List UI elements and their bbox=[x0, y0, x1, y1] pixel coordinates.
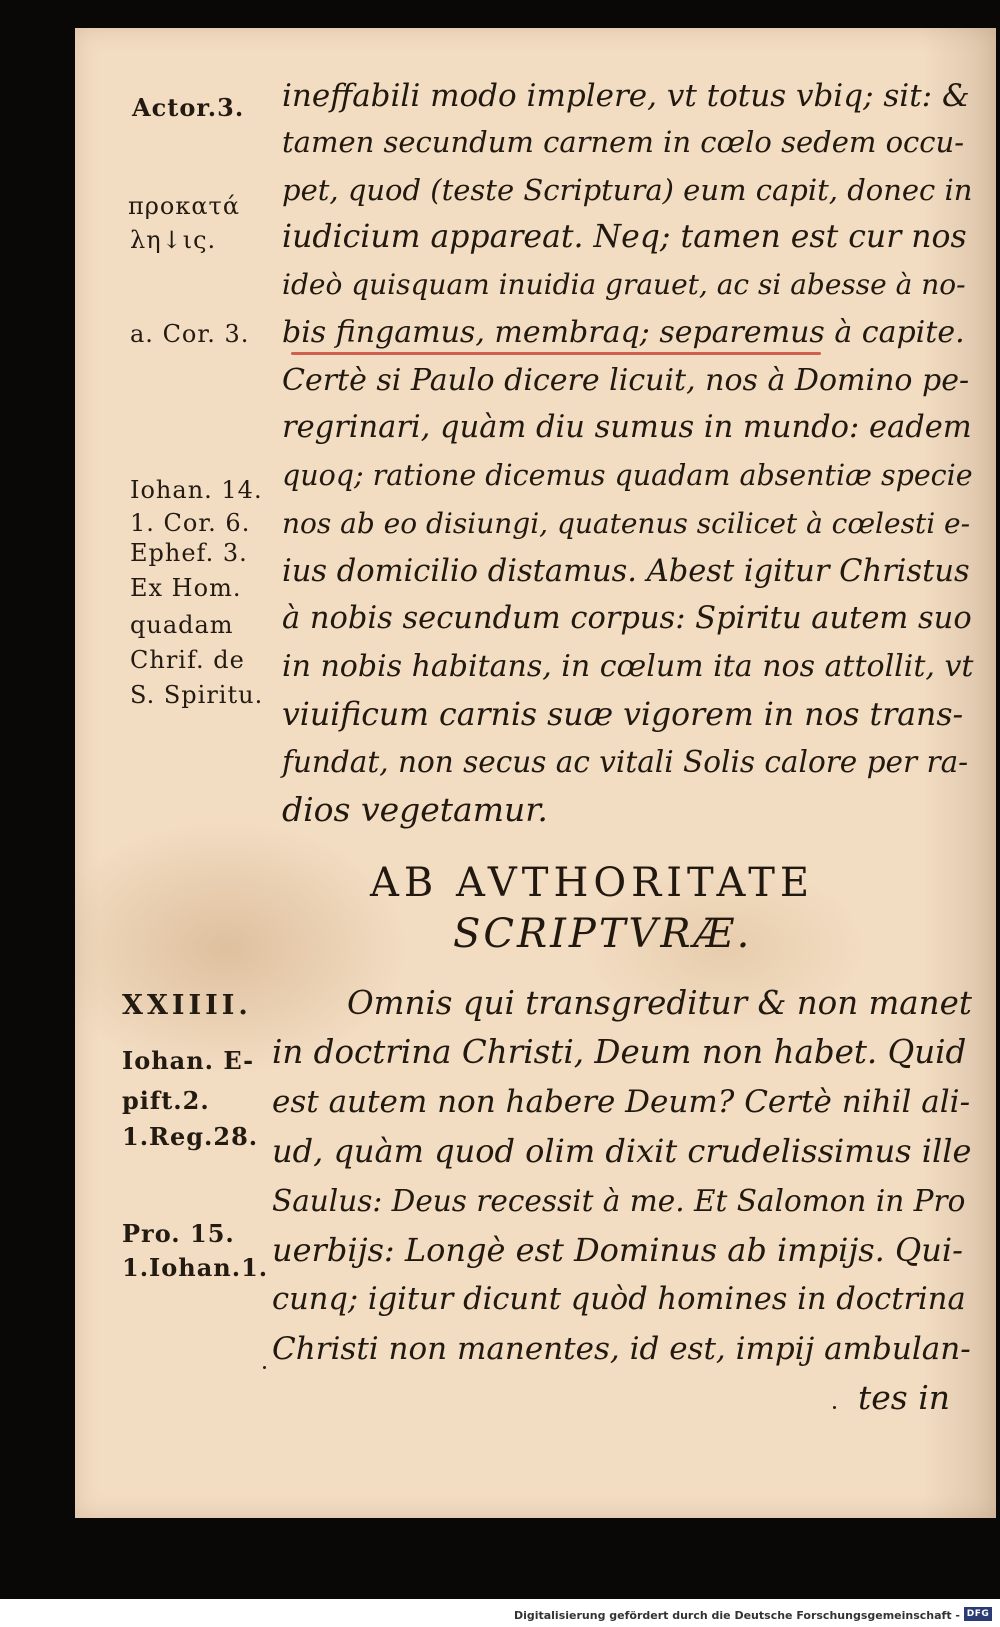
text-line: in doctrina Christi, Deum non habet. Quid bbox=[272, 1033, 967, 1071]
margin-note: Chrif. de bbox=[130, 646, 245, 674]
margin-note: λη↓ις. bbox=[130, 226, 217, 254]
text-line: ius domicilio distamus. Abest igitur Christus bbox=[282, 554, 970, 589]
margin-note: Iohan. 14. bbox=[130, 476, 263, 504]
margin-note: 1. Cor. 6. bbox=[130, 509, 251, 537]
text-line: regrinari, quàm diu sumus in mundo: eadem bbox=[282, 410, 972, 445]
margin-note: 1.Reg.28. bbox=[122, 1122, 259, 1151]
red-underline bbox=[291, 352, 821, 355]
text-line: cunq; igitur dicunt quòd homines in doctrina bbox=[272, 1282, 966, 1317]
margin-note: 1.Iohan.1. bbox=[122, 1253, 269, 1282]
text-line: Certè si Paulo dicere licuit, nos à Domino pe- bbox=[282, 363, 970, 398]
text-line: pet, quod (teste Scriptura) eum capit, donec in bbox=[282, 173, 973, 207]
text-line: uerbijs: Longè est Dominus ab impijs. Qui- bbox=[272, 1231, 963, 1269]
ink-speck bbox=[833, 1406, 836, 1409]
text-line: ideò quisquam inuidia grauet, ac si abesse à no- bbox=[282, 268, 966, 301]
text-line: Saulus: Deus recessit à me. Et Salomon in Pro bbox=[272, 1184, 966, 1218]
text-line: dios vegetamur. bbox=[282, 790, 548, 829]
ink-speck bbox=[263, 1366, 266, 1369]
text-line: iudicium appareat. Neq; tamen est cur nos bbox=[282, 219, 967, 255]
text-line: est autem non habere Deum? Certè nihil ali- bbox=[272, 1084, 971, 1120]
text-line: ud, quàm quod olim dixit crudelissimus ille bbox=[272, 1132, 972, 1170]
text-line: tamen secundum carnem in cœlo sedem occu- bbox=[282, 125, 964, 159]
text-line: à nobis secundum corpus: Spiritu autem suo bbox=[282, 601, 972, 636]
catchword: tes in bbox=[858, 1378, 951, 1417]
margin-note: a. Cor. 3. bbox=[130, 320, 250, 348]
margin-note: pift.2. bbox=[122, 1086, 210, 1115]
margin-note: Iohan. E- bbox=[122, 1046, 255, 1075]
margin-note: S. Spiritu. bbox=[130, 681, 264, 709]
section-subheading: SCRIPTVRÆ. bbox=[453, 911, 753, 957]
margin-note: quadam bbox=[130, 611, 234, 639]
section-heading: AB AVTHORITATE bbox=[370, 860, 815, 906]
book-page bbox=[75, 28, 996, 1518]
dfg-logo-icon: DFG bbox=[964, 1607, 992, 1621]
text-line: quoq; ratione dicemus quadam absentiæ specie bbox=[282, 459, 973, 492]
text-line: fundat, non secus ac vitali Solis calore per ra- bbox=[282, 745, 969, 779]
text-line: Omnis qui transgreditur & non manet bbox=[347, 984, 972, 1022]
margin-note: Pro. 15. bbox=[122, 1219, 235, 1248]
margin-note: Ephef. 3. bbox=[130, 539, 248, 567]
margin-note: Actor.3. bbox=[132, 93, 245, 122]
text-line: in nobis habitans, in cœlum ita nos attollit, vt bbox=[282, 649, 974, 684]
margin-note: Ex Hom. bbox=[130, 574, 242, 602]
text-line: viuificum carnis suæ vigorem in nos trans- bbox=[282, 697, 964, 733]
margin-note: XXIIII. bbox=[122, 990, 252, 1021]
margin-note: προκατά bbox=[128, 192, 241, 220]
text-line: bis fingamus, membraq; separemus à capite. bbox=[282, 315, 965, 350]
text-line: ineffabili modo implere, vt totus vbiq; sit: & bbox=[282, 78, 970, 114]
text-line: Christi non manentes, id est, impij ambulan- bbox=[272, 1331, 971, 1367]
text-line: nos ab eo disiungi, quatenus scilicet à cœlesti e- bbox=[282, 507, 971, 540]
footer-bar bbox=[0, 1599, 1000, 1627]
footer-credit: Digitalisierung gefördert durch die Deutsche Forschungsgemeinschaft - bbox=[513, 1609, 960, 1622]
